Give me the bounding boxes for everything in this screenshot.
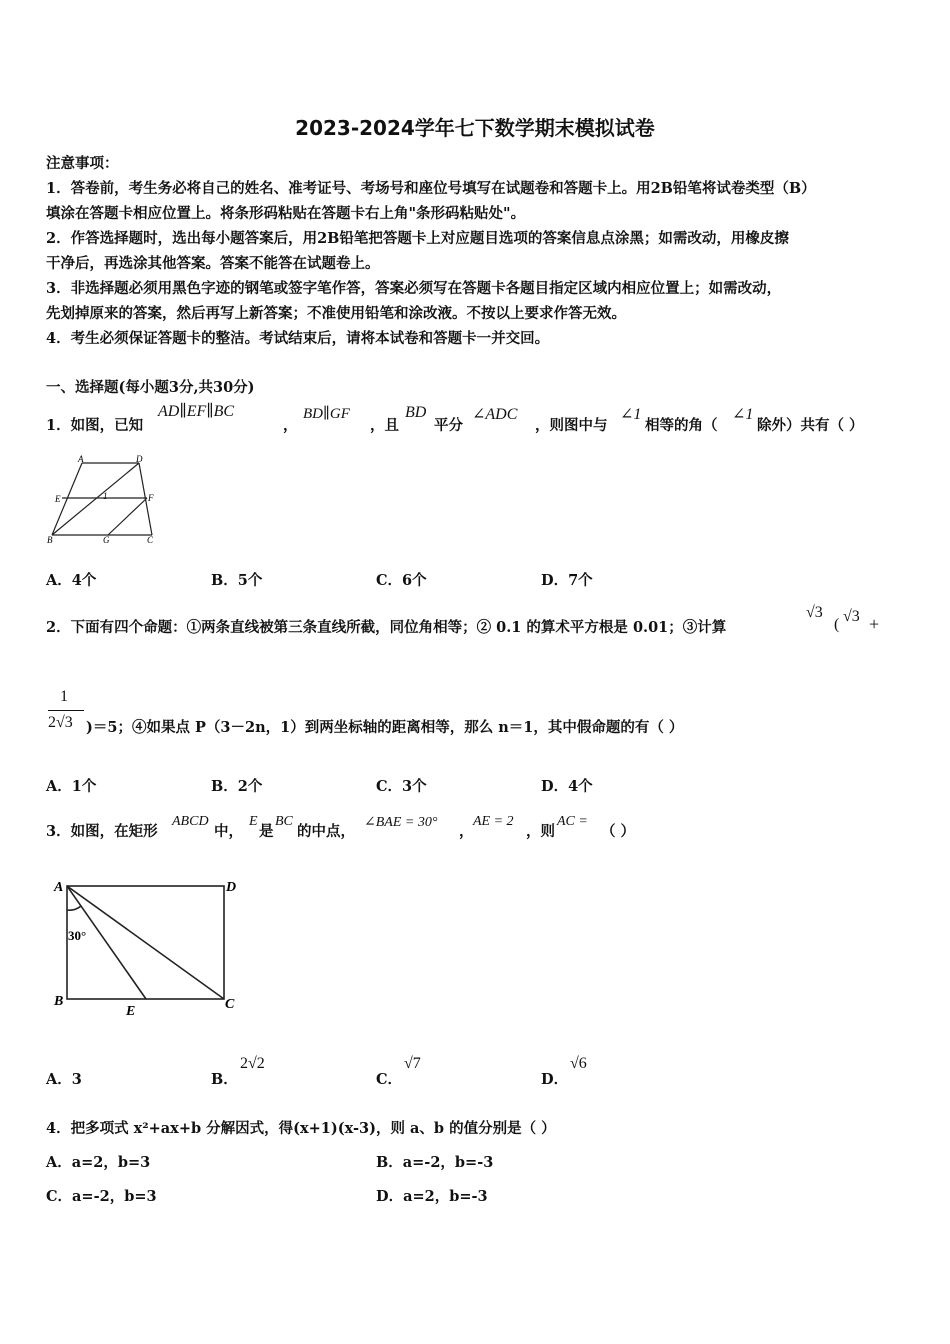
q1-option-c[interactable]: C．6个: [376, 572, 427, 589]
q1-math: AD∥EF∥BC: [158, 403, 235, 420]
q1-math: ∠ADC: [472, 406, 518, 423]
label-A: A: [54, 880, 64, 895]
notice-line: 干净后，再选涂其他答案。答案不能答在试题卷上。: [46, 255, 380, 272]
q1-math: BD∥GF: [303, 406, 350, 422]
q1-text: ，则图中与: [535, 417, 608, 434]
q3-math: E: [249, 814, 258, 829]
label-1: 1: [103, 491, 108, 501]
q4-option-b[interactable]: B．a=-2，b=-3: [376, 1154, 494, 1171]
q3-text: 3．如图，在矩形: [46, 823, 158, 840]
q2-plus: +: [869, 614, 880, 634]
q1-math: ∠1: [620, 406, 642, 423]
q3-option-c[interactable]: C．: [376, 1071, 403, 1088]
label-E: E: [55, 494, 61, 504]
q1-figure: [46, 455, 166, 545]
q3-math: AE = 2: [473, 814, 514, 829]
q3-text: 的中点，: [297, 823, 355, 840]
q1-math: ∠1: [732, 406, 754, 423]
notice-line: 4．考生必须保证答题卡的整洁。考试结束后，请将本试卷和答题卡一并交回。: [46, 330, 550, 347]
q3-text: ，: [459, 823, 474, 840]
label-C: C: [147, 535, 154, 545]
q3-option-a[interactable]: A．3: [46, 1071, 82, 1088]
q1-text: 1．如图，已知: [46, 417, 144, 434]
label-B: B: [54, 994, 64, 1009]
label-C: C: [225, 997, 235, 1012]
q4-option-d[interactable]: D．a=2，b=-3: [376, 1188, 488, 1205]
label-G: G: [103, 535, 110, 545]
q2-frac-bar: [48, 710, 84, 711]
q3-math: ABCD: [172, 814, 209, 829]
q4-option-c[interactable]: C．a=-2，b=3: [46, 1188, 157, 1205]
page-title: 2023-2024学年七下数学期末模拟试卷: [295, 116, 655, 140]
q1-text: ，且: [370, 417, 399, 434]
q1-text: 平分: [434, 417, 463, 434]
q3-text: 中，: [214, 823, 243, 840]
label-F: F: [148, 493, 154, 503]
q3-text: （ ）: [601, 823, 636, 840]
q1-option-d[interactable]: D．7个: [541, 572, 593, 589]
q3-option-d-value: √6: [570, 1055, 587, 1072]
q1-text: 相等的角（: [645, 417, 718, 434]
q3-text: ，则: [526, 823, 555, 840]
q1-math: BD: [405, 404, 427, 421]
label-angle: 30°: [68, 928, 87, 943]
section-heading: 一、选择题(每小题3分,共30分): [46, 379, 255, 396]
q2-sqrt: √3: [843, 608, 860, 625]
q3-figure: [46, 870, 256, 1020]
q2-frac-den: 2√3: [48, 714, 73, 731]
q2-text: 2．下面有四个命题：①两条直线被第三条直线所截，同位角相等；② 0.1 的算术平方根是 0.01；③计算: [46, 619, 727, 636]
notice-line: 3．非选择题必须用黑色字迹的钢笔或签字笔作答，答案必须写在答题卡各题目指定区域内相应位置上；如需改动，: [46, 280, 782, 297]
notice-line: 1．答卷前，考生务必将自己的姓名、准考证号、考场号和座位号填写在试题卷和答题卡上。用2B铅笔将试卷类型（B）: [46, 180, 816, 197]
q4-option-a[interactable]: A．a=2，b=3: [46, 1154, 151, 1171]
q2-option-c[interactable]: C．3个: [376, 778, 427, 795]
q2-frac-num: 1: [60, 688, 68, 705]
q1-text: ，: [283, 417, 298, 434]
q4-text: 4．把多项式 x²+ax+b 分解因式，得(x+1)(x-3)，则 a、b 的值分别是（ ）: [46, 1120, 556, 1137]
label-B: B: [47, 535, 53, 545]
q3-math: ∠BAE = 30°: [364, 815, 438, 830]
q2-paren: (: [834, 616, 840, 633]
q3-option-b[interactable]: B．: [211, 1071, 238, 1088]
q2-option-a[interactable]: A．1个: [46, 778, 97, 795]
q3-option-c-value: √7: [404, 1055, 421, 1072]
label-D: D: [136, 455, 143, 464]
label-D: D: [226, 880, 237, 895]
label-E: E: [126, 1004, 136, 1019]
label-A: A: [78, 455, 84, 464]
q2-option-d[interactable]: D．4个: [541, 778, 593, 795]
q2-option-b[interactable]: B．2个: [211, 778, 263, 795]
q1-option-a[interactable]: A．4个: [46, 572, 97, 589]
q2-text: )＝5；④如果点 P（3－2n，1）到两坐标轴的距离相等，那么 n＝1，其中假命题的有（ ）: [86, 719, 684, 736]
notice-line: 填涂在答题卡相应位置上。将条形码粘贴在答题卡右上角"条形码粘贴处"。: [46, 205, 526, 222]
notice-heading: 注意事项：: [46, 155, 119, 172]
q3-text: 是: [259, 823, 274, 840]
notice-line: 2．作答选择题时，选出每小题答案后，用2B铅笔把答题卡上对应题目选项的答案信息点涂黑；如需改动，用橡皮擦: [46, 230, 789, 247]
q2-sqrt: √3: [806, 604, 823, 621]
q3-math: BC: [275, 814, 293, 829]
q3-math: AC =: [557, 814, 588, 829]
notice-line: 先划掉原来的答案，然后再写上新答案；不准使用铅笔和涂改液。不按以上要求作答无效。: [46, 305, 626, 322]
q1-option-b[interactable]: B．5个: [211, 572, 263, 589]
q3-option-b-value: 2√2: [240, 1055, 265, 1072]
q3-option-d[interactable]: D．: [541, 1071, 569, 1088]
q1-text: 除外）共有（ ）: [757, 417, 864, 434]
